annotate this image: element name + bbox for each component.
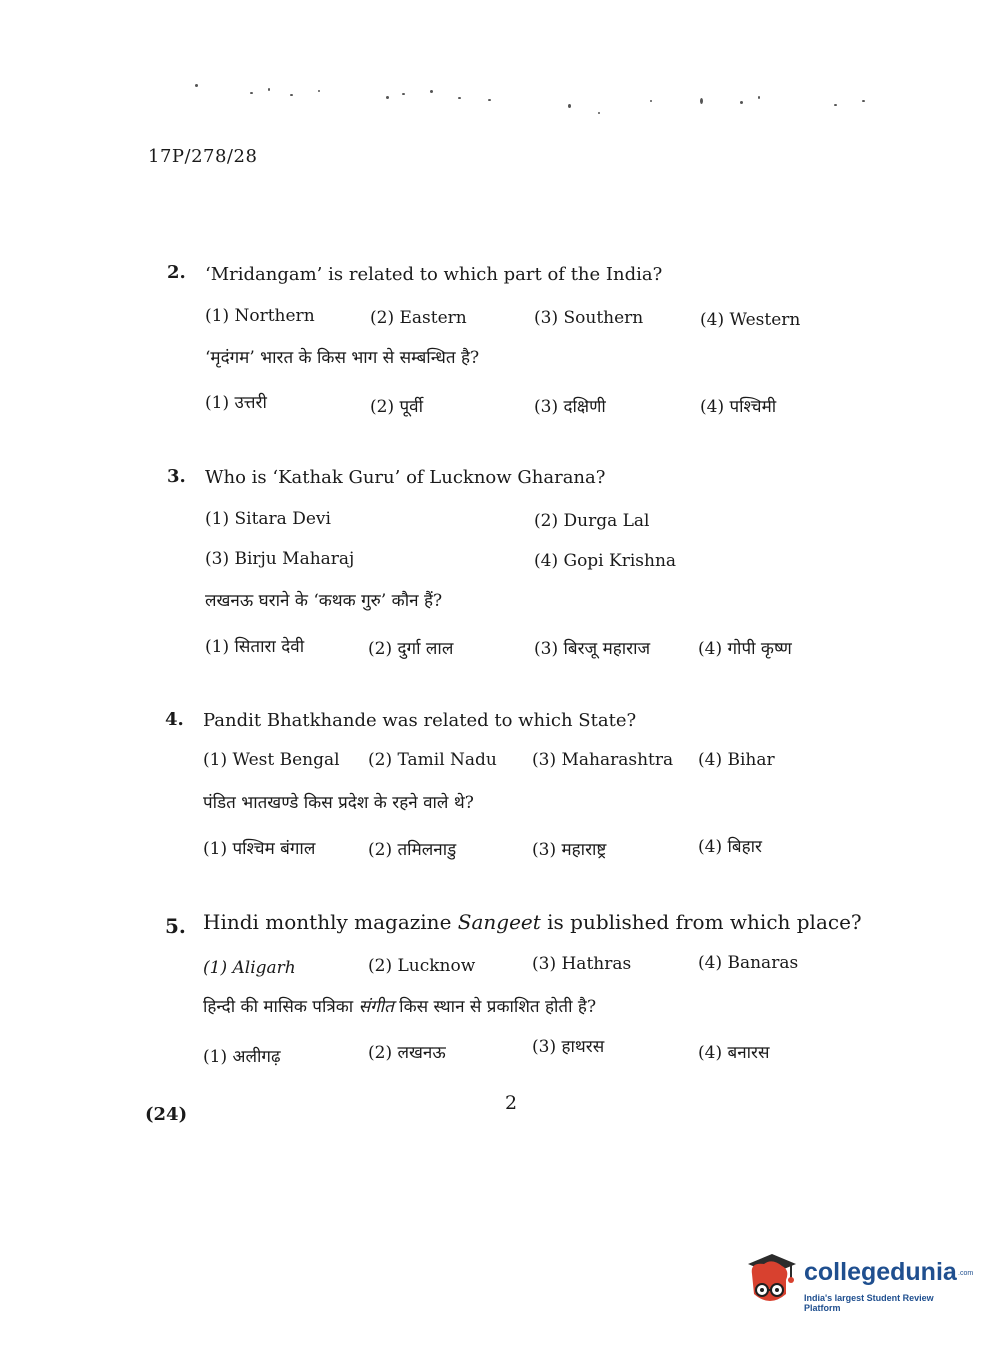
option-hi-1: (1) अलीगढ़ — [203, 1047, 281, 1067]
option-en-2: (2) Durga Lal — [534, 511, 650, 531]
page-number: 2 — [505, 1092, 518, 1114]
option-en-2: (2) Lucknow — [368, 956, 476, 976]
option-hi-1: (1) सितारा देवी — [205, 637, 305, 657]
option-hi-1: (1) पश्चिम बंगाल — [203, 839, 316, 859]
magazine-title-hi: संगीत — [358, 997, 394, 1017]
question-number: 4. — [165, 709, 184, 730]
question-number: 2. — [167, 262, 186, 283]
option-hi-4: (4) बिहार — [698, 837, 762, 857]
brand-suffix: .com — [958, 1270, 974, 1277]
option-en-3: (3) Southern — [534, 308, 644, 328]
option-en-1: (1) Northern — [205, 306, 315, 326]
option-en-1: (1) West Bengal — [203, 750, 340, 770]
magazine-title-en: Sangeet — [457, 910, 541, 934]
option-hi-3: (3) महाराष्ट्र — [532, 840, 607, 860]
mascot-logo-icon — [742, 1250, 800, 1310]
paper-code: 17P/278/28 — [148, 146, 258, 167]
question-number: 3. — [167, 466, 186, 487]
option-hi-4: (4) गोपी कृष्ण — [698, 639, 792, 659]
option-en-3: (3) Maharashtra — [532, 750, 674, 770]
question-text-en: Hindi monthly magazine Sangeet is published from which place? — [203, 910, 862, 934]
brand-name: collegedunia — [804, 1258, 957, 1286]
question-text-hi: हिन्दी की मासिक पत्रिका संगीत किस स्थान से प्रकाशित होती है? — [203, 997, 597, 1017]
option-hi-2: (2) दुर्गा लाल — [368, 639, 454, 659]
option-hi-2: (2) पूर्वी — [370, 397, 423, 417]
question-text-hi: लखनऊ घराने के ‘कथक गुरु’ कौन हैं? — [205, 591, 443, 611]
question-text-hi: ‘मृदंगम’ भारत के किस भाग से सम्बन्धित है? — [205, 348, 480, 368]
option-en-2: (2) Eastern — [370, 308, 467, 328]
footer-code: (24) — [145, 1104, 188, 1125]
option-en-1: (1) Aligarh — [203, 958, 296, 978]
question-number: 5. — [165, 914, 186, 938]
option-en-1: (1) Sitara Devi — [205, 509, 331, 529]
option-hi-2: (2) लखनऊ — [368, 1043, 446, 1063]
question-text-en: Who is ‘Kathak Guru’ of Lucknow Gharana? — [205, 467, 606, 488]
option-en-2: (2) Tamil Nadu — [368, 750, 497, 770]
option-en-3: (3) Birju Maharaj — [205, 549, 355, 569]
question-text-en: ‘Mridangam’ is related to which part of the India? — [205, 264, 663, 285]
brand-tagline: India's largest Student Review Platform — [804, 1293, 934, 1313]
collegedunia-watermark — [742, 1250, 974, 1313]
question-text-en: Pandit Bhatkhande was related to which State? — [203, 710, 637, 731]
option-hi-1: (1) उत्तरी — [205, 393, 267, 413]
option-hi-4: (4) पश्चिमी — [700, 397, 777, 417]
option-en-4: (4) Banaras — [698, 953, 799, 973]
option-en-4: (4) Bihar — [698, 750, 775, 770]
option-en-4: (4) Gopi Krishna — [534, 551, 677, 571]
option-hi-3: (3) दक्षिणी — [534, 397, 606, 417]
question-text-hi: पंडित भातखण्डे किस प्रदेश के रहने वाले थे? — [203, 793, 474, 813]
option-hi-3: (3) बिरजू महाराज — [534, 639, 651, 659]
option-en-3: (3) Hathras — [532, 954, 632, 974]
option-hi-3: (3) हाथरस — [532, 1037, 605, 1057]
option-hi-2: (2) तमिलनाडु — [368, 840, 457, 860]
option-en-4: (4) Western — [700, 310, 801, 330]
option-hi-4: (4) बनारस — [698, 1043, 770, 1063]
